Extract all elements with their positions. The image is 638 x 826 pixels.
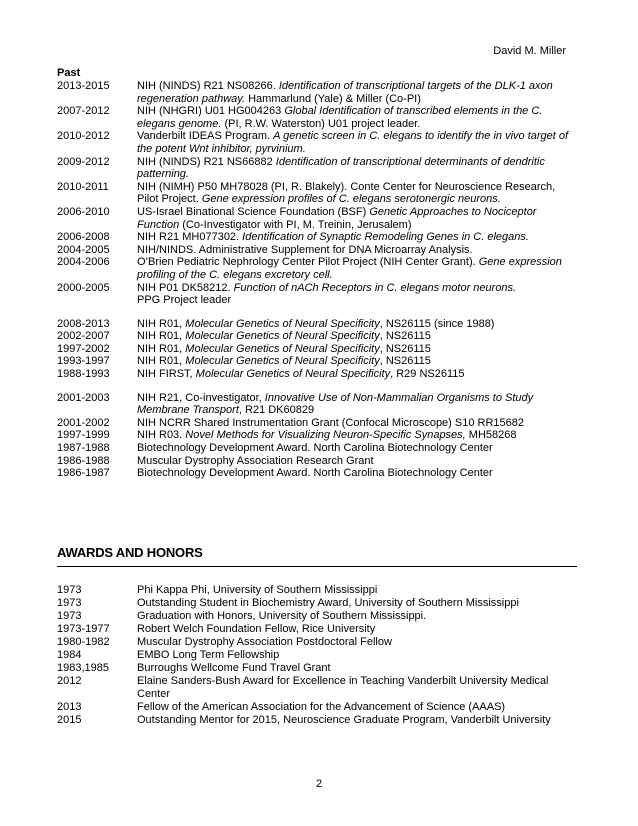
grant-entry <box>57 206 577 231</box>
grant-text: NIH R21 MH077302. <box>137 231 243 244</box>
grant-text: NIH R01, <box>137 355 186 368</box>
grant-title-italic: Molecular Genetics of Neural Specificity <box>185 330 380 343</box>
grant-description <box>137 282 577 295</box>
award-entry <box>57 610 577 623</box>
grant-year: 1997-2002 <box>57 342 110 355</box>
grant-text: , NS26115 <box>379 342 431 355</box>
award-text: Graduation with Honors, University of Southern Mississippi. <box>137 610 427 622</box>
grant-description <box>137 244 577 257</box>
award-text: Outstanding Mentor for 2015, Neuroscience Graduate Program, Vanderbilt University <box>137 714 551 726</box>
grant-text: US-Israel Binational Science Foundation (BSF) <box>137 205 370 218</box>
award-text: Muscular Dystrophy Association Postdoctoral Fellow <box>137 636 392 648</box>
grant-year: 2004-2006 <box>57 256 110 269</box>
grant-title-italic: Function of nACh Receptors in C. elegans motor neurons. <box>233 281 517 294</box>
award-entry <box>57 649 577 662</box>
grant-text: , NS26115 (since 1988) <box>379 317 495 330</box>
grant-year <box>57 294 137 307</box>
grant-description <box>137 256 577 281</box>
grant-year: 1988-1993 <box>57 368 110 381</box>
grant-entry <box>57 429 577 442</box>
award-entry <box>57 714 577 727</box>
award-entry <box>57 623 577 636</box>
award-year: 2013 <box>57 701 82 713</box>
grant-year: 2006-2010 <box>57 205 110 218</box>
award-text: Outstanding Student in Biochemistry Award, University of Southern Mississippi <box>137 597 519 609</box>
award-entry <box>57 662 577 675</box>
grant-year: 1997-1999 <box>57 429 110 442</box>
awards-title: AWARDS AND HONORS <box>57 545 577 567</box>
grant-text: NIH FIRST, <box>137 368 196 381</box>
header-author-name: David M. Miller <box>493 45 566 57</box>
grant-text: NIH (NINDS) R21 NS66882 <box>137 155 276 168</box>
grant-year: 2002-2007 <box>57 330 110 343</box>
grant-year: 2004-2005 <box>57 243 110 256</box>
award-entry <box>57 701 577 714</box>
grant-text: NIH R01, <box>137 317 186 330</box>
grant-entry <box>57 244 577 257</box>
grant-year: 2001-2002 <box>57 416 110 429</box>
grant-year: 2008-2013 <box>57 317 110 330</box>
grant-description <box>137 442 577 455</box>
page-number: 2 <box>315 778 323 790</box>
grant-title-italic: Molecular Genetics of Neural Specificity <box>185 342 380 355</box>
grant-title-italic: Identification of transcriptional targets of the DLK-1 axon regeneration pathway. <box>137 80 553 105</box>
grant-text: NIH NCRR Shared Instrumentation Grant (Confocal Microscope) S10 RR15682 <box>137 416 524 429</box>
grant-text: , R29 NS26115 <box>390 368 465 381</box>
award-text: Burroughs Wellcome Fund Travel Grant <box>137 662 331 674</box>
grant-title-italic: Gene expression profiles of C. elegans serotonergic neurons. <box>201 193 501 206</box>
grant-title-italic: Identification of transcriptional determinants of dendritic patterning. <box>137 155 545 181</box>
grant-year: 2013-2015 <box>57 80 110 92</box>
grant-entry <box>57 330 577 343</box>
award-entry <box>57 584 577 597</box>
grant-description <box>137 368 577 381</box>
grant-year: 1986-1988 <box>57 454 110 467</box>
award-year: 1973-1977 <box>57 623 110 635</box>
grant-group <box>57 392 577 480</box>
grant-groups <box>57 80 577 480</box>
grant-year: 2007-2012 <box>57 105 110 118</box>
grant-entry <box>57 392 577 417</box>
grant-group <box>57 80 577 307</box>
grant-entry <box>57 130 577 155</box>
grant-entry <box>57 368 577 381</box>
grant-description <box>137 206 577 231</box>
grant-year: 2006-2008 <box>57 231 110 244</box>
grant-description <box>137 130 577 155</box>
award-text: EMBO Long Term Fellowship <box>137 649 280 661</box>
grant-text: NIH P01 DK58212. <box>137 281 234 294</box>
grant-description <box>137 417 577 430</box>
award-text: Phi Kappa Phi, University of Southern Mississippi <box>137 584 378 596</box>
award-year: 1973 <box>57 584 82 596</box>
grant-description <box>137 181 577 206</box>
grant-text: (Co-Investigator with PI, M. Treinin, Jerusalem) <box>179 218 412 231</box>
grant-text: Hammarlund (Yale) & Miller (Co-PI) <box>245 92 421 105</box>
grant-text: , NS26115 <box>379 330 431 343</box>
grant-text: NIH R03. <box>137 429 186 442</box>
award-year: 1984 <box>57 649 82 661</box>
grant-year: 1986-1987 <box>57 467 110 480</box>
grant-title-italic: Molecular Genetics of Neural Specificity <box>195 368 391 381</box>
grant-group <box>57 318 577 381</box>
award-entry <box>57 636 577 649</box>
grant-text: Vanderbilt IDEAS Program. <box>137 130 274 143</box>
grant-description <box>137 355 577 368</box>
grant-text: , NS26115 <box>379 355 431 368</box>
grant-title-italic: Genetic Approaches to Nociceptor Function <box>137 205 537 231</box>
grant-title-italic: Global Identification of transcribed elements in the C. elegans genome. <box>137 105 543 130</box>
award-year: 1973 <box>57 597 82 609</box>
award-year: 1980-1982 <box>57 636 110 648</box>
grant-entry <box>57 156 577 181</box>
grant-year: 2010-2011 <box>57 180 109 193</box>
grant-entry <box>57 181 577 206</box>
grant-year: 2009-2012 <box>57 155 110 168</box>
grants-section <box>57 67 577 491</box>
grant-text: NIH R21, Co-investigator, <box>137 391 265 404</box>
award-year: 1973 <box>57 610 82 622</box>
grant-entry <box>57 343 577 356</box>
grant-entry <box>57 80 577 105</box>
grant-title-italic: Innovative Use of Non-Mammalian Organisms to Study Membrane Transport <box>137 391 534 417</box>
grant-text: , R21 DK60829 <box>238 404 315 417</box>
grant-description <box>137 467 577 480</box>
grant-text: MH58268 <box>465 429 517 442</box>
grant-text: Biotechnology Development Award. North Carolina Biotechnology Center <box>137 467 493 480</box>
grant-entry <box>57 231 577 244</box>
award-text: Fellow of the American Association for the Advancement of Science (AAAS) <box>137 701 506 713</box>
award-text: Elaine Sanders-Bush Award for Excellence in Teaching Vanderbilt University Medical Center <box>137 675 549 700</box>
grant-text: Biotechnology Development Award. North Carolina Biotechnology Center <box>137 442 493 455</box>
award-text: Robert Welch Foundation Fellow, Rice University <box>137 623 376 635</box>
grant-title-italic: Molecular Genetics of Neural Specificity <box>185 355 380 368</box>
grant-entry <box>57 467 577 480</box>
grant-text: O’Brien Pediatric Nephrology Center Pilot Project (NIH Center Grant). <box>137 256 479 269</box>
grant-description <box>137 80 577 105</box>
grant-entry <box>57 455 577 468</box>
grant-entry <box>57 355 577 368</box>
grant-title-italic: Identification of Synaptic Remodeling Genes in C. elegans. <box>242 231 529 244</box>
grant-entry <box>57 105 577 130</box>
grant-text: Muscular Dystrophy Association Research Grant <box>137 454 374 467</box>
grant-text: NIH/NINDS. Administrative Supplement for DNA Microarray Analysis. <box>137 243 473 256</box>
awards-list <box>57 584 577 727</box>
grant-title-italic: Molecular Genetics of Neural Specificity <box>185 317 380 330</box>
grant-description <box>137 105 577 130</box>
past-label: Past <box>57 67 81 79</box>
award-year: 2015 <box>57 714 82 726</box>
grant-year: 2000-2005 <box>57 281 110 294</box>
grant-description <box>137 429 577 442</box>
grant-text: NIH (NINDS) R21 NS08266. <box>137 80 279 92</box>
grant-title-italic: A genetic screen in C. elegans to identify the in vivo target of the potent Wnt inhibitor, pyrvinium. <box>137 130 569 155</box>
award-entry <box>57 675 577 701</box>
grant-year: 2001-2003 <box>57 391 110 404</box>
grant-year: 2010-2012 <box>57 130 110 143</box>
grant-entry <box>57 294 577 307</box>
grant-description <box>137 330 577 343</box>
grant-text: NIH (NHGRI) U01 HG004263 <box>137 105 285 118</box>
grant-description <box>137 294 577 307</box>
grant-year: 1987-1988 <box>57 442 110 455</box>
grant-description <box>137 231 577 244</box>
grant-entry <box>57 318 577 331</box>
grant-title-italic: Gene expression profiling of the C. elegans excretory cell. <box>137 256 562 281</box>
grant-entry <box>57 282 577 295</box>
grant-text: NIH R01, <box>137 330 186 343</box>
award-entry <box>57 597 577 610</box>
grant-entry <box>57 442 577 455</box>
grant-description <box>137 156 577 181</box>
grant-text: NIH R01, <box>137 342 186 355</box>
grant-year: 1993-1997 <box>57 355 110 368</box>
grant-description <box>137 343 577 356</box>
grant-description <box>137 392 577 417</box>
award-year: 1983,1985 <box>57 662 109 674</box>
grant-title-italic: Novel Methods for Visualizing Neuron-Specific Synapses, <box>185 429 466 442</box>
grant-entry <box>57 256 577 281</box>
grant-text: PPG Project leader <box>137 294 232 307</box>
grant-description <box>137 455 577 468</box>
grant-text: (PI, R.W. Waterston) U01 project leader. <box>221 117 421 130</box>
grant-entry <box>57 417 577 430</box>
award-year: 2012 <box>57 675 82 687</box>
grant-description <box>137 318 577 331</box>
grant-text: NIH (NIMH) P50 MH78028 (PI, R. Blakely). Conte Center for Neuroscience Research, Pilot Project. <box>137 180 556 206</box>
